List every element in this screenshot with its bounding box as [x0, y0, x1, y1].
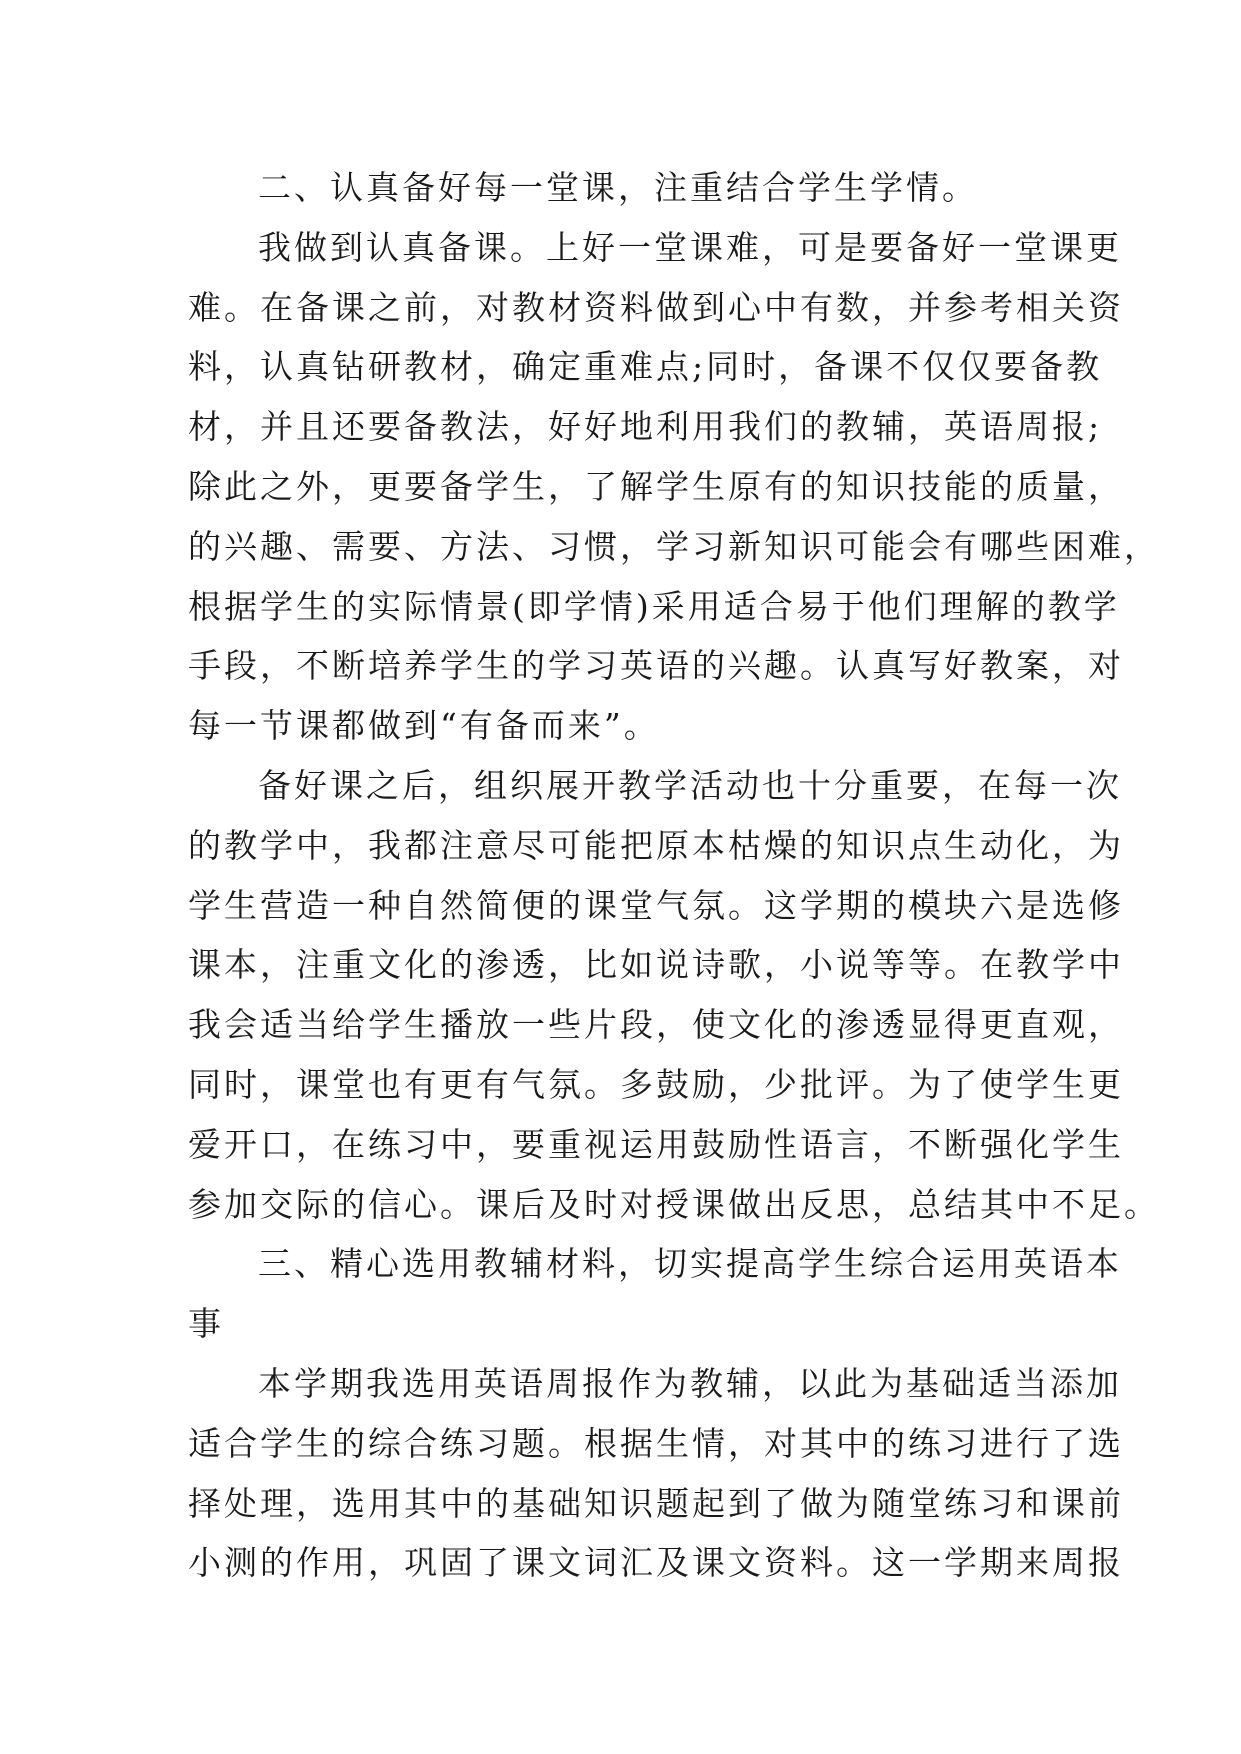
document-body — [188, 158, 1160, 1593]
paragraph-line: 备好课之后，组织展开教学活动也十分重要，在每一次 — [258, 765, 1122, 805]
paragraph-line: 材，并且还要备教法，好好地利用我们的教辅，英语周报; — [188, 407, 1103, 447]
paragraph-line: 择处理，选用其中的基础知识题起到了做为随堂练习和课前 — [188, 1483, 1124, 1523]
paragraph-line: 本学期我选用英语周报作为教辅，以此为基础适当添加 — [258, 1363, 1122, 1403]
paragraph-line: 爱开口，在练习中，要重视运用鼓励性语言，不断强化学生 — [188, 1124, 1124, 1164]
paragraph-line: 小测的作用，巩固了课文词汇及课文资料。这一学期来周报 — [188, 1543, 1124, 1583]
paragraph-line: 手段，不断培养学生的学习英语的兴趣。认真写好教案，对 — [188, 646, 1124, 686]
paragraph-line: 我做到认真备课。上好一堂课难，可是要备好一堂课更 — [258, 227, 1122, 267]
section-heading-2: 二、认真备好每一堂课，注重结合学生学情。 — [258, 168, 978, 207]
paragraph-line: 同时，课堂也有更有气氛。多鼓励，少批评。为了使学生更 — [188, 1064, 1124, 1104]
paragraph-line: 每一节课都做到“有备而来”。 — [188, 706, 660, 746]
section-heading-3: 三、精心选用教辅材料，切实提高学生综合运用英语本 — [258, 1244, 1122, 1284]
paragraph-line: 根据学生的实际情景(即学情)采用适合易于他们理解的教学 — [188, 586, 1120, 626]
paragraph-line: 除此之外，更要备学生，了解学生原有的知识技能的质量， — [188, 466, 1124, 506]
paragraph-line: 的教学中，我都注意尽可能把原本枯燥的知识点生动化，为 — [188, 825, 1124, 865]
paragraph-line: 适合学生的综合练习题。根据生情，对其中的练习进行了选 — [188, 1423, 1124, 1463]
paragraph-line: 课本，注重文化的渗透，比如说诗歌，小说等等。在教学中 — [188, 945, 1124, 985]
paragraph-line: 难。在备课之前，对教材资料做到心中有数，并参考相关资 — [188, 287, 1124, 327]
section-heading-3-cont: 事 — [188, 1304, 224, 1344]
paragraph-line: 参加交际的信心。课后及时对授课做出反思，总结其中不足。 — [188, 1184, 1160, 1224]
paragraph-line: 料，认真钻研教材，确定重难点;同时，备课不仅仅要备教 — [188, 347, 1103, 387]
paragraph-line: 我会适当给学生播放一些片段，使文化的渗透显得更直观， — [188, 1005, 1124, 1045]
paragraph-line: 的兴趣、需要、方法、习惯，学习新知识可能会有哪些困难， — [188, 526, 1160, 566]
paragraph-line: 学生营造一种自然简便的课堂气氛。这学期的模块六是选修 — [188, 885, 1124, 925]
